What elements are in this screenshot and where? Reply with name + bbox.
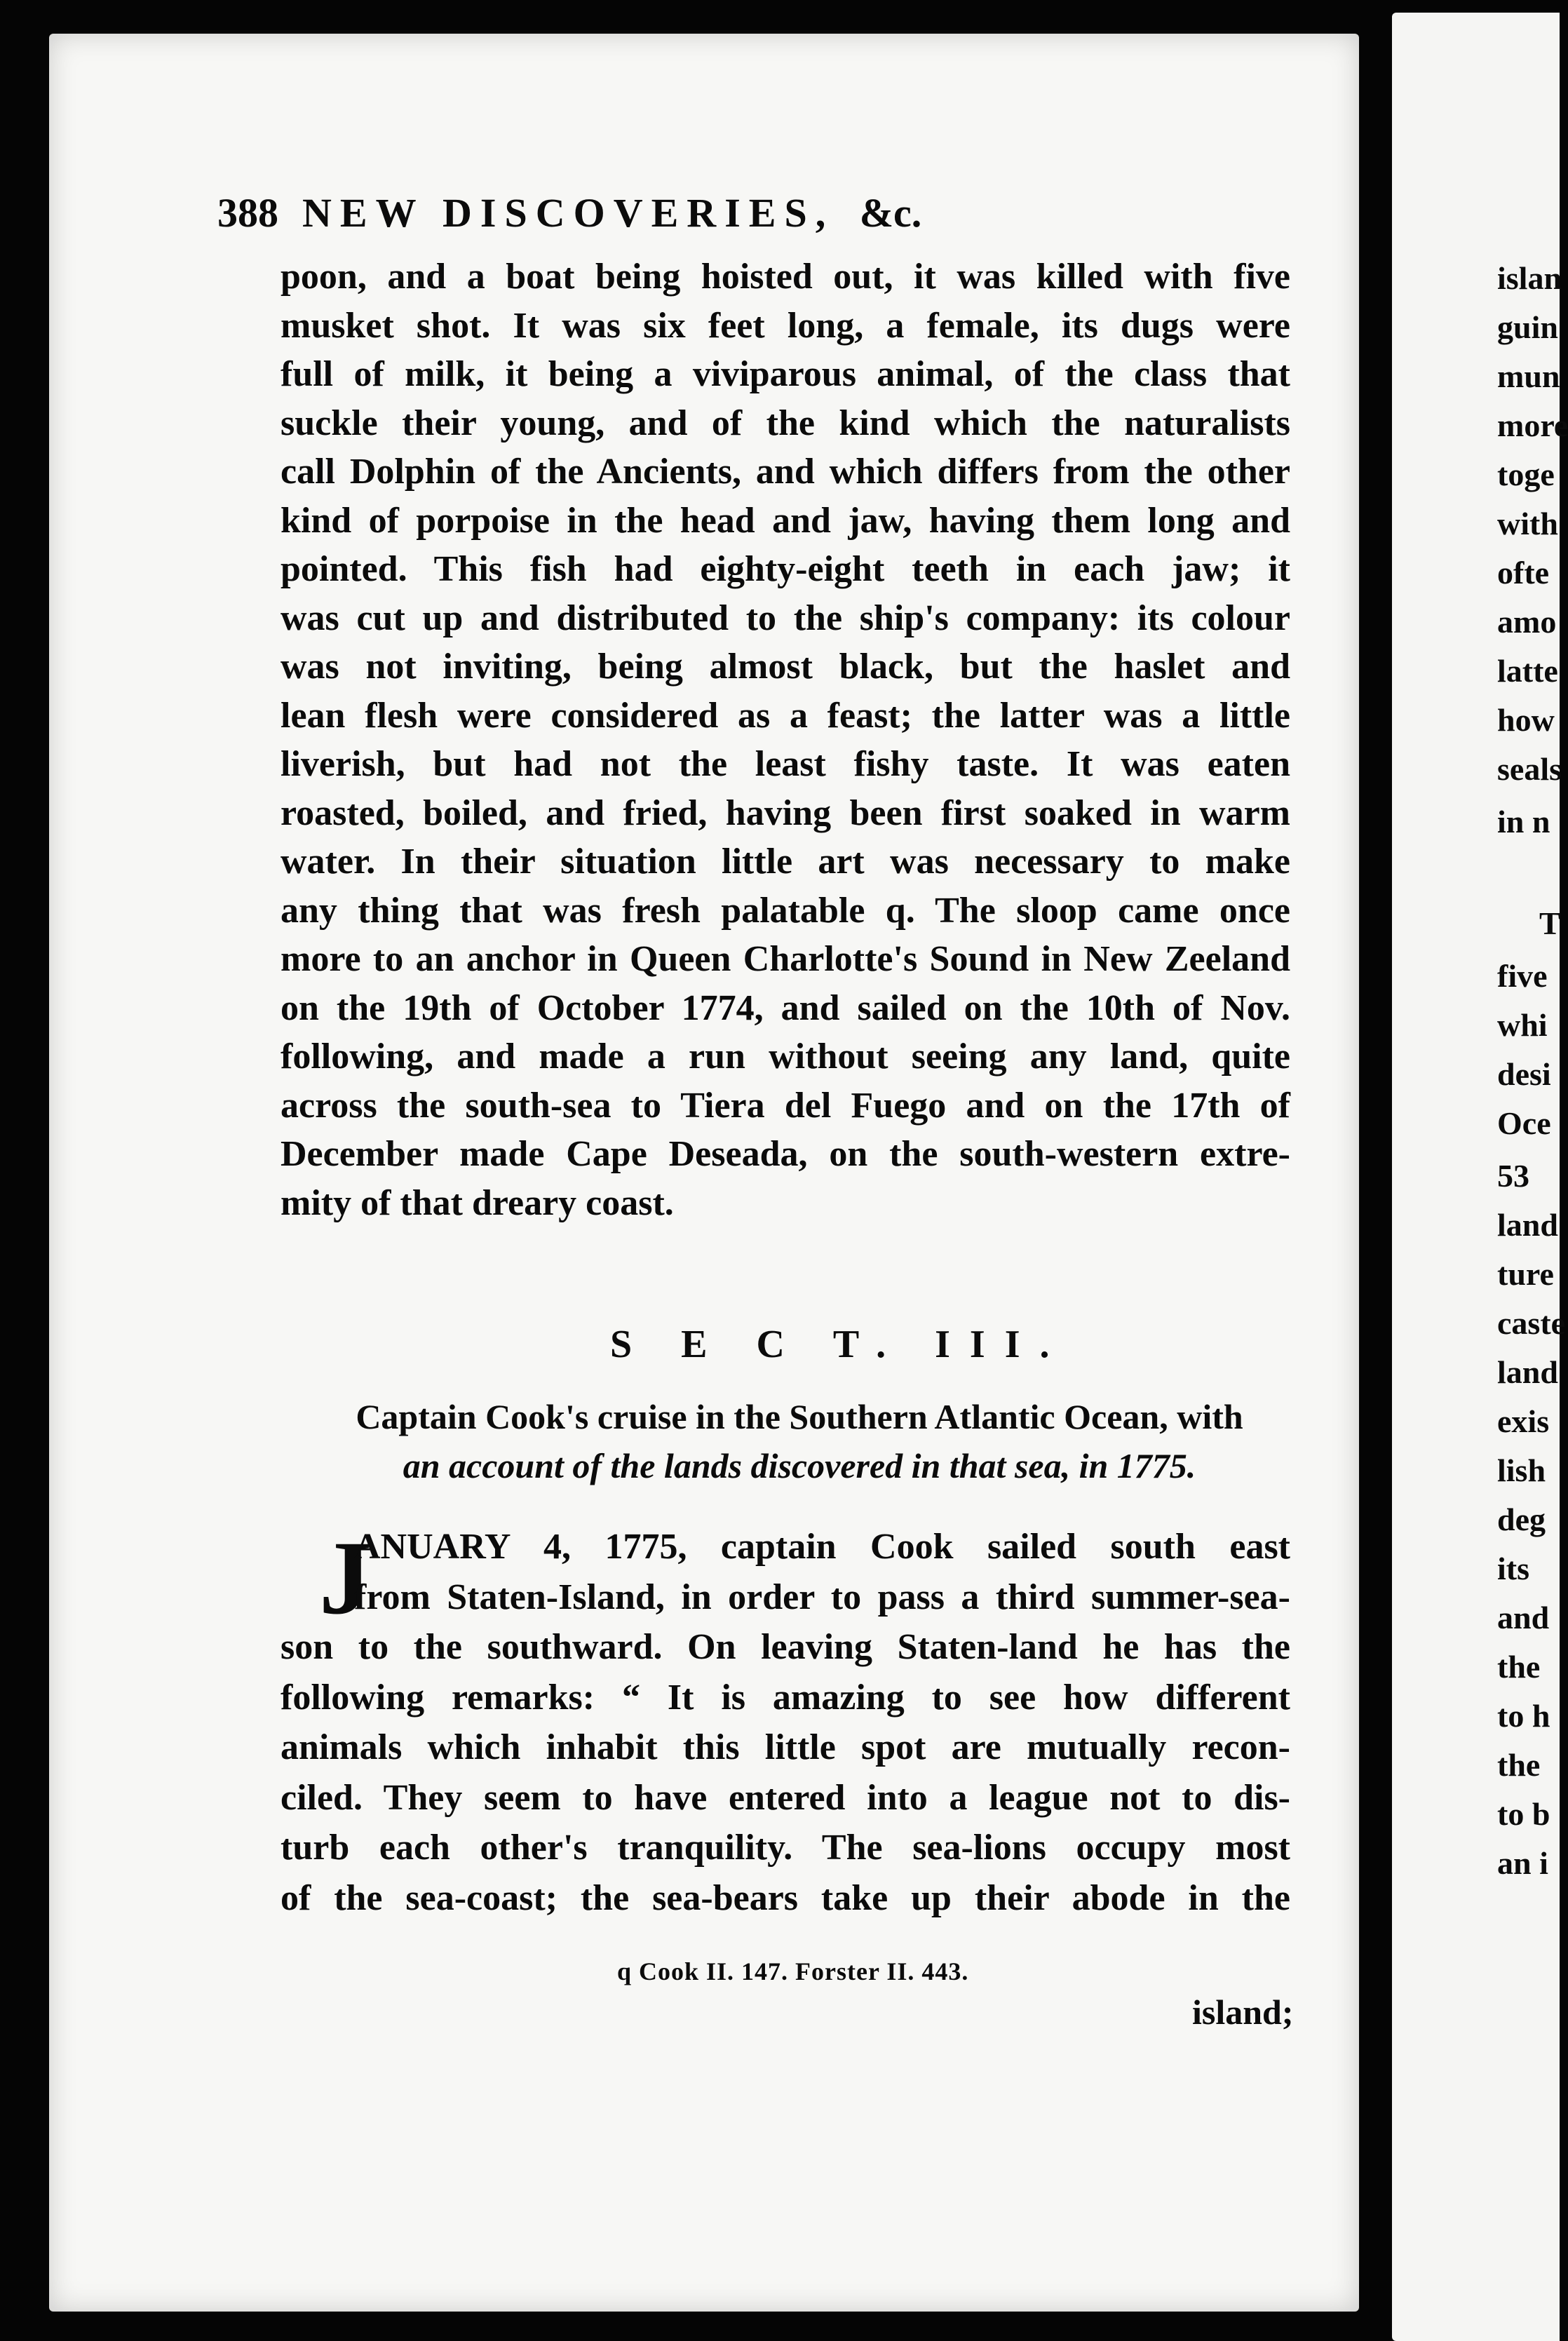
facing-page-word: more	[1497, 407, 1568, 443]
facing-page-word: caste	[1497, 1305, 1566, 1341]
facing-page-word: the	[1497, 1649, 1541, 1685]
facing-page-word: land	[1497, 1207, 1558, 1243]
text-line: ciled. They seem to have entered into a league not to dis-	[281, 1777, 1290, 1818]
text-line: son to the southward. On leaving Staten-land he has the	[281, 1627, 1290, 1667]
drop-capital: J	[319, 1520, 372, 1636]
facing-page-word: and	[1497, 1600, 1550, 1635]
text-line: was not inviting, being almost black, but the haslet and	[281, 647, 1290, 687]
text-line: suckle their young, and of the kind which the naturalists	[281, 403, 1290, 443]
text-line: poon, and a boat being hoisted out, it was killed with five	[281, 257, 1290, 297]
running-title: NEW DISCOVERIES,	[302, 190, 834, 236]
text-line: pointed. This fish had eighty-eight teeth in each jaw; it	[281, 549, 1290, 589]
facing-page-word: an i	[1497, 1845, 1548, 1881]
facing-page-word: five	[1497, 958, 1548, 994]
facing-page-word: mun	[1497, 358, 1560, 394]
facing-page-word: exis	[1497, 1403, 1550, 1439]
facing-page-word: seals	[1497, 751, 1562, 787]
text-line: following, and made a run without seeing any land, quite	[281, 1037, 1290, 1077]
text-line: water. In their situation little art was necessary to make	[281, 842, 1290, 882]
footnote: q Cook II. 147. Forster II. 443.	[617, 1957, 969, 1985]
facing-page-word: deg	[1497, 1502, 1546, 1537]
facing-page-word: ture	[1497, 1256, 1554, 1292]
text-line: December made Cape Deseada, on the south-western extre-	[281, 1134, 1290, 1174]
facing-page-word: how	[1497, 702, 1555, 738]
text-line: kind of porpoise in the head and jaw, having them long and	[281, 500, 1290, 541]
text-line: following remarks: “ It is amazing to see how different	[281, 1677, 1290, 1718]
main-text-block	[281, 252, 1290, 1227]
running-title-etc: &c.	[859, 190, 922, 236]
section-heading: S E C T. III.	[610, 1323, 1069, 1366]
text-line: from Staten-Island, in order to pass a third summer-sea-	[354, 1577, 1290, 1617]
facing-page-word: T	[1539, 905, 1561, 941]
section-text-block	[281, 1522, 1290, 1923]
text-line: musket shot. It was six feet long, a female, its dugs were	[281, 305, 1290, 346]
facing-page-word: its	[1497, 1551, 1529, 1586]
text-line: mity of that dreary coast.	[281, 1182, 674, 1223]
facing-page-word: 53	[1497, 1158, 1529, 1194]
section-summary	[316, 1392, 1283, 1490]
section-summary-line: Captain Cook's cruise in the Southern Atlantic Ocean, with	[356, 1397, 1243, 1436]
text-line: on the 19th of October 1774, and sailed on the 10th of Nov.	[281, 987, 1290, 1028]
text-line: lean flesh were considered as a feast; the latter was a little	[281, 695, 1290, 736]
facing-page-word: islan	[1497, 260, 1562, 296]
facing-page-word: Oce	[1497, 1105, 1551, 1141]
text-line: full of milk, it being a viviparous animal, of the class that	[281, 354, 1290, 394]
text-line: was cut up and distributed to the ship's company: its colour	[281, 598, 1290, 638]
facing-page-word: lish	[1497, 1452, 1546, 1488]
facing-page-word: latte	[1497, 653, 1558, 689]
text-line: of the sea-coast; the sea-bears take up their abode in the	[281, 1877, 1290, 1918]
facing-page-word: in n	[1497, 804, 1550, 839]
facing-page-word: to h	[1497, 1698, 1550, 1734]
catchword: island;	[1192, 1992, 1294, 2032]
text-line: any thing that was fresh palatable q. The sloop came once	[281, 890, 1290, 931]
facing-page-word: to b	[1497, 1796, 1550, 1832]
facing-page-word: toge	[1497, 457, 1555, 492]
facing-page-word: guin	[1497, 309, 1558, 345]
section-summary-line: an account of the lands discovered in that sea, in 1775.	[403, 1446, 1196, 1485]
text-line: ANUARY 4, 1775, captain Cook sailed south east	[354, 1527, 1290, 1567]
facing-page-word: land	[1497, 1354, 1558, 1390]
text-line: call Dolphin of the Ancients, and which differs from the other	[281, 452, 1290, 492]
facing-page-word: the	[1497, 1747, 1541, 1783]
text-line: turb each other's tranquility. The sea-lions occupy most	[281, 1828, 1290, 1868]
facing-page-word: amo	[1497, 604, 1557, 640]
text-line: animals which inhabit this little spot are mutually recon-	[281, 1727, 1290, 1767]
text-line: roasted, boiled, and fried, having been first soaked in warm	[281, 792, 1290, 833]
page-number: 388	[217, 190, 278, 236]
text-line: liverish, but had not the least fishy taste. It was eaten	[281, 744, 1290, 784]
text-line: more to an anchor in Queen Charlotte's Sound in New Zeeland	[281, 939, 1290, 979]
facing-page-word: whi	[1497, 1007, 1548, 1043]
facing-page-word: ofte	[1497, 555, 1550, 591]
text-line: across the south-sea to Tiera del Fuego and on the 17th of	[281, 1085, 1290, 1126]
facing-page-word: desi	[1497, 1056, 1551, 1092]
facing-page-word: with	[1497, 506, 1558, 541]
running-header	[217, 189, 1255, 245]
